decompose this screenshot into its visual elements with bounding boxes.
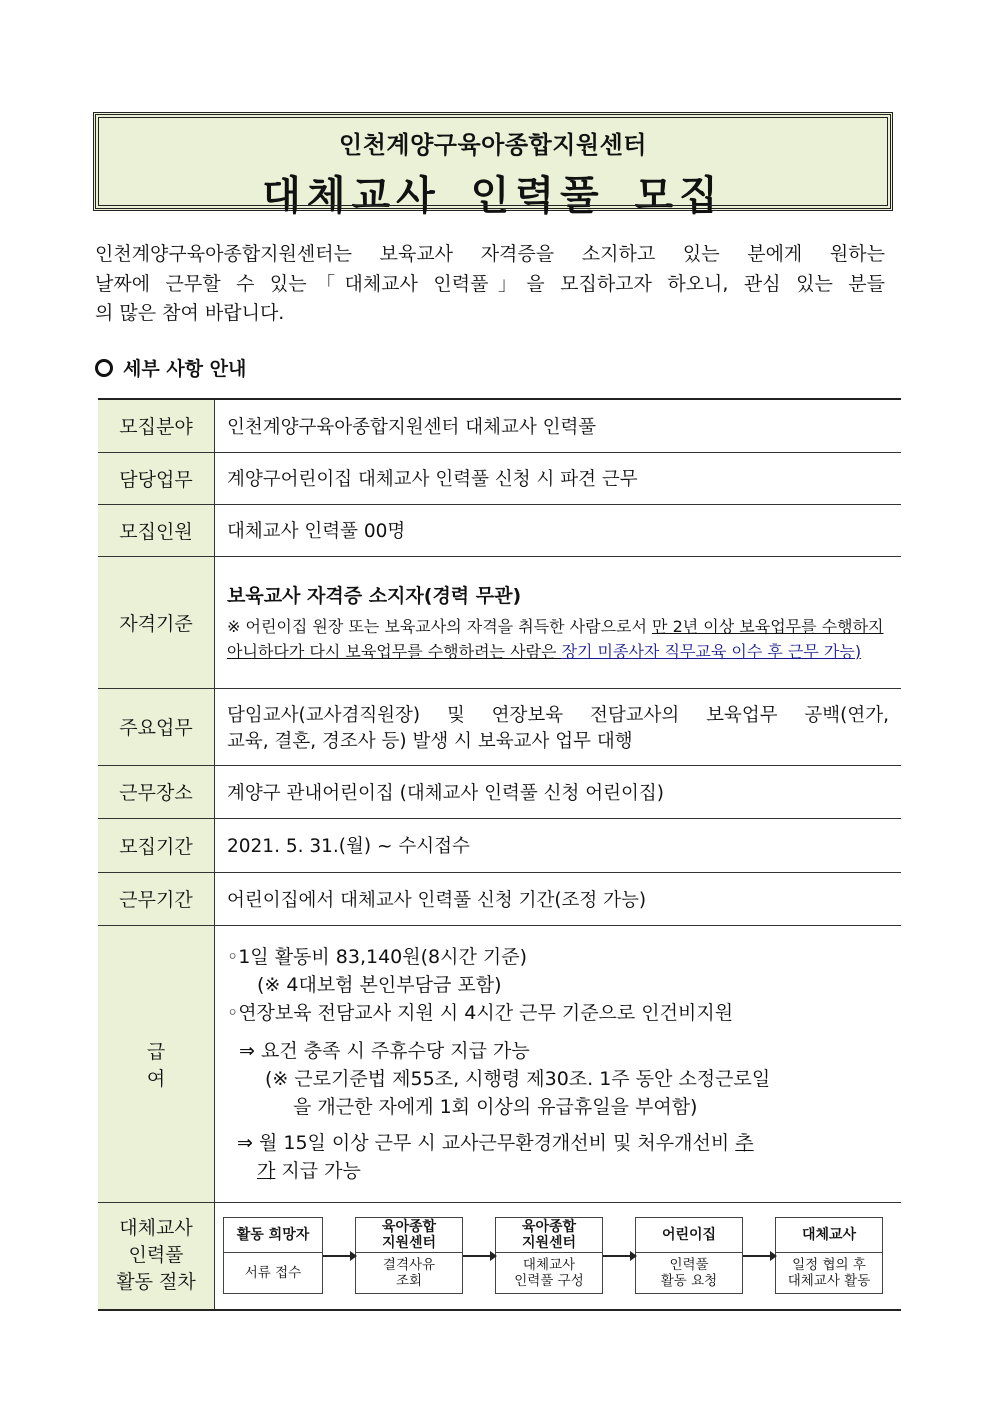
step-body-text: 조회 <box>395 1273 423 1290</box>
step-body-text: 인력풀 <box>669 1257 709 1274</box>
center-name: 인천계양구육아종합지원센터 <box>339 131 647 159</box>
row-label: 자격기준 <box>98 556 215 688</box>
row-label: 주요업무 <box>98 688 215 765</box>
pay-line-4: ⇒ 요건 충족 시 주휴수당 지급 가능 <box>239 1039 530 1062</box>
work-line-2: 교육, 결혼, 경조사 등) 발생 시 보육교사 업무 대행 <box>227 730 633 752</box>
pay-line-1: ◦1일 활동비 83,140원(8시간 기준) <box>227 945 527 968</box>
row-label: 급 여 <box>98 925 215 1202</box>
intro-line-2: 날짜에 근무할 수 있는「대체교사 인력풀」을 모집하고자 하오니, 관심 있는 분들 <box>95 272 885 295</box>
process-step-2 <box>355 1217 463 1294</box>
note-part-c: 장기 미종사자 직무교육 이수 후 근무 가능) <box>561 641 862 661</box>
row-value: 인천계양구육아종합지원센터 대체교사 인력풀 <box>215 399 902 452</box>
process-step-5 <box>775 1217 883 1294</box>
pay-line-2: (※ 4대보험 본인부담금 포함) <box>257 973 502 996</box>
row-label: 모집인원 <box>98 504 215 556</box>
step-head <box>356 1218 462 1253</box>
right-arrow-icon <box>463 1255 495 1257</box>
details-table <box>98 398 901 1311</box>
pay-line-7a: ⇒ 월 15일 이상 근무 시 교사근무환경개선비 및 처우개선비 <box>237 1131 736 1154</box>
step-head <box>224 1218 322 1253</box>
process-label-2: 인력풀 <box>128 1244 184 1267</box>
table-row <box>98 872 901 925</box>
step-head-text: 육아종합 <box>381 1219 437 1236</box>
step-head <box>776 1218 882 1253</box>
row-value: 계양구어린이집 대체교사 인력풀 신청 시 파견 근무 <box>215 452 902 504</box>
right-arrow-icon <box>323 1255 355 1257</box>
process-step-1 <box>223 1217 323 1294</box>
pay-line-7 <box>227 1129 889 1157</box>
row-value <box>215 556 902 688</box>
process-flow <box>223 1211 893 1300</box>
note-part-b: 만 2년 이상 보육업무를 수행하지 아니하다가 다시 보육업무를 수행하려는 사람은 <box>227 616 884 661</box>
right-arrow-icon <box>603 1255 635 1257</box>
row-label: 모집기간 <box>98 818 215 872</box>
step-body-text: 서류 접수 <box>244 1265 302 1282</box>
qualification-note <box>227 614 889 664</box>
pay-line-3: ◦연장보육 전담교사 지원 시 4시간 근무 기준으로 인건비지원 <box>227 1001 734 1024</box>
page-title: 대체교사 인력풀 모집 <box>262 173 724 219</box>
step-body <box>776 1253 882 1293</box>
row-value <box>215 1202 902 1310</box>
step-body-text: 인력풀 구성 <box>514 1273 584 1290</box>
hollow-circle-icon <box>95 359 113 377</box>
row-value: 계양구 관내어린이집 (대체교사 인력풀 신청 어린이집) <box>215 765 902 818</box>
section-title: 세부 사항 안내 <box>123 358 247 380</box>
step-head <box>636 1218 742 1253</box>
table-row <box>98 765 901 818</box>
row-value: 어린이집에서 대체교사 인력풀 신청 기간(조정 가능) <box>215 872 902 925</box>
step-body <box>636 1253 742 1293</box>
row-value: 대체교사 인력풀 00명 <box>215 504 902 556</box>
table-row <box>98 818 901 872</box>
row-label: 모집분야 <box>98 399 215 452</box>
row-value: 2021. 5. 31.(월) ~ 수시접수 <box>215 818 902 872</box>
row-label <box>98 1202 215 1310</box>
section-heading <box>95 354 246 381</box>
qualification-main: 보육교사 자격증 소지자(경력 무관) <box>227 584 522 607</box>
process-step-3 <box>495 1217 603 1294</box>
step-head-text: 지원센터 <box>381 1235 437 1252</box>
table-row <box>98 504 901 556</box>
pay-line-8a: 가 <box>257 1159 276 1182</box>
row-value <box>215 688 902 765</box>
step-body-text: 활동 요청 <box>660 1273 718 1290</box>
process-label-1: 대체교사 <box>119 1217 193 1240</box>
table-row <box>98 399 901 452</box>
row-label: 근무장소 <box>98 765 215 818</box>
right-arrow-icon <box>743 1255 775 1257</box>
intro-line-3: 의 많은 참여 바랍니다. <box>95 302 285 324</box>
row-value <box>215 925 902 1202</box>
process-step-4 <box>635 1217 743 1294</box>
intro-line-1: 인천계양구육아종합지원센터는 보육교사 자격증을 소지하고 있는 분에게 원하는 <box>95 243 885 265</box>
step-body-text: 대체교사 <box>522 1257 576 1274</box>
title-box <box>93 112 893 219</box>
step-head-text: 지원센터 <box>521 1235 577 1252</box>
step-body-text: 일정 협의 후 <box>792 1257 866 1274</box>
table-row <box>98 452 901 504</box>
process-label-3: 활동 절차 <box>116 1271 196 1294</box>
table-row <box>98 1202 901 1310</box>
intro-paragraph <box>95 240 885 329</box>
table-row <box>98 556 901 688</box>
pay-line-7b: 추 <box>735 1131 754 1154</box>
pay-line-6: 을 개근한 자에게 1회 이상의 유급휴일을 부여함) <box>293 1095 698 1118</box>
step-head-text: 대체교사 <box>801 1227 857 1244</box>
pay-line-8b: 지급 가능 <box>275 1159 361 1182</box>
step-head-text: 어린이집 <box>661 1227 717 1244</box>
step-head-text: 육아종합 <box>521 1219 577 1236</box>
step-body-text: 결격사유 <box>382 1257 436 1274</box>
row-label: 담당업무 <box>98 452 215 504</box>
step-body <box>224 1253 322 1293</box>
pay-line-5: (※ 근로기준법 제55조, 시행령 제30조. 1주 동안 소정근로일 <box>265 1067 771 1090</box>
note-part-a: ※ 어린이집 원장 또는 보육교사의 자격을 취득한 사람으로서 <box>227 616 653 636</box>
pay-line-8 <box>227 1157 889 1185</box>
step-body <box>496 1253 602 1293</box>
table-row <box>98 688 901 765</box>
table-row <box>98 925 901 1202</box>
step-body-text: 대체교사 활동 <box>787 1273 871 1290</box>
step-head <box>496 1218 602 1253</box>
work-line-1: 담임교사(교사겸직원장) 및 연장보육 전담교사의 보육업무 공백(연가, <box>227 704 889 726</box>
step-head-text: 활동 희망자 <box>236 1227 310 1244</box>
row-label: 근무기간 <box>98 872 215 925</box>
step-body <box>356 1253 462 1293</box>
